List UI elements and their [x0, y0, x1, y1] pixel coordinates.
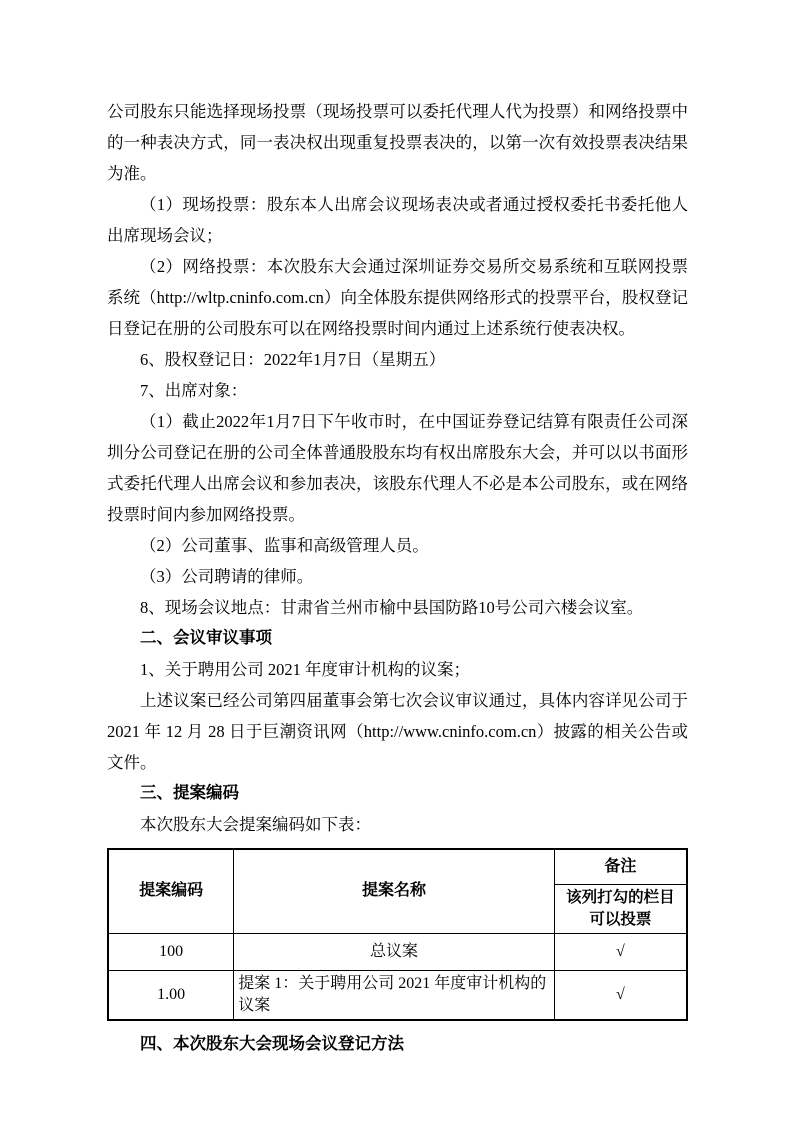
- table-header-row: [108, 849, 687, 884]
- paragraph-voting-restriction: 公司股东只能选择现场投票（现场投票可以委托代理人代为投票）和网络投票中的一种表决方式，同一表决权出现重复投票表决的，以第一次有效投票表决结果为准。: [107, 102, 688, 183]
- cell-proposal-name: 总议案: [234, 933, 554, 970]
- item-onsite-voting: （1）现场投票：股东本人出席会议现场表决或者通过授权委托书委托他人出席现场会议；: [107, 195, 688, 245]
- header-proposal-name: 提案名称: [234, 849, 554, 933]
- item-attendee-directors: （2）公司董事、监事和高级管理人员。: [140, 536, 429, 555]
- header-remark: 备注: [554, 849, 687, 884]
- header-proposal-code: 提案编码: [108, 849, 234, 933]
- item-meeting-venue: 8、现场会议地点：甘肃省兰州市榆中县国防路10号公司六楼会议室。: [140, 598, 644, 617]
- item-attendees: 7、出席对象：: [140, 381, 248, 400]
- cell-proposal-code: 1.00: [108, 970, 234, 1020]
- cell-remark-checkmark: √: [554, 933, 687, 970]
- document-body: [107, 96, 688, 1060]
- cell-proposal-code: 100: [108, 933, 234, 970]
- heading-section-3-proposal-codes: 三、提案编码: [140, 784, 239, 802]
- heading-section-2-review-items: 二、会议审议事项: [140, 629, 272, 647]
- heading-section-4-registration-method: 四、本次股东大会现场会议登记方法: [140, 1035, 404, 1053]
- proposal-code-table: [107, 848, 688, 1021]
- cell-proposal-name: 提案 1：关于聘用公司 2021 年度审计机构的议案: [234, 970, 554, 1020]
- paragraph-table-intro: 本次股东大会提案编码如下表：: [140, 815, 371, 834]
- item-record-date: 6、股权登记日：2022年1月7日（星期五）: [140, 350, 446, 369]
- header-remark-note: 该列打勾的栏目可以投票: [554, 884, 687, 933]
- item-proposal-1: 1、关于聘用公司 2021 年度审计机构的议案；: [140, 660, 470, 679]
- item-online-voting: （2）网络投票：本次股东大会通过深圳证券交易所交易系统和互联网投票系统（http://wltp.cninfo.com.cn）向全体股东提供网络形式的投票平台，股权登记日登记在册的公司股东可以在网络投票时间内通过上述系统行使表决权。: [107, 257, 688, 338]
- cell-remark-checkmark: √: [554, 970, 687, 1020]
- paragraph-proposal-approval: 上述议案已经公司第四届董事会第七次会议审议通过，具体内容详见公司于 2021 年 12 月 28 日于巨潮资讯网（http://www.cninfo.com.cn）披露的相关公告或文件。: [107, 691, 688, 772]
- table-row: [108, 970, 687, 1020]
- item-attendee-shareholders: （1）截止2022年1月7日下午收市时，在中国证券登记结算有限责任公司深圳分公司登记在册的公司全体普通股股东均有权出席股东大会，并可以以书面形式委托代理人出席会议和参加表决，该股东代理人不必是本公司股东，或在网络投票时间内参加网络投票。: [107, 412, 688, 524]
- table-row: [108, 933, 687, 970]
- item-attendee-lawyers: （3）公司聘请的律师。: [140, 567, 314, 586]
